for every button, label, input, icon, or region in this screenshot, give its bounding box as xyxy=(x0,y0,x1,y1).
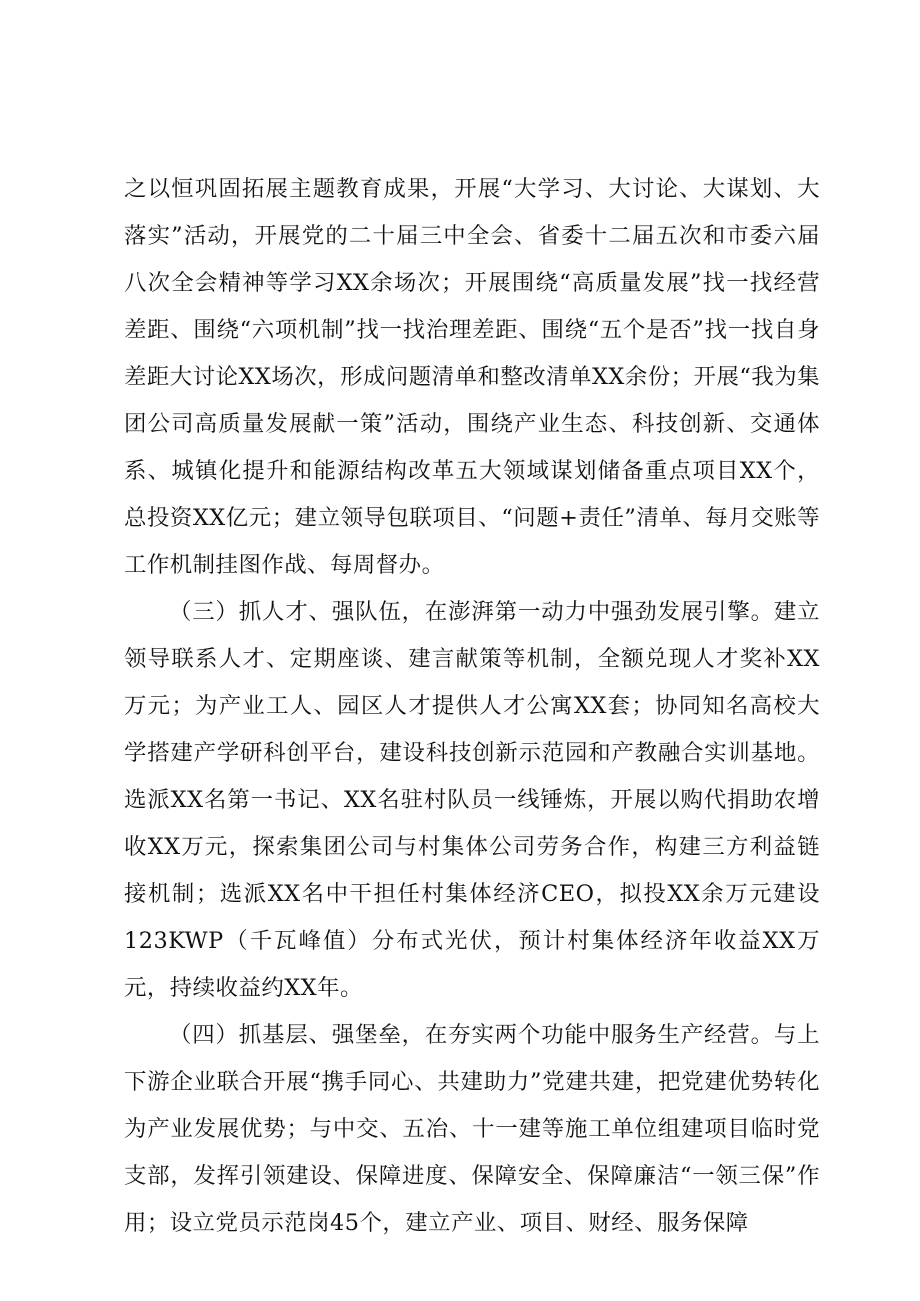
paragraph-section-4: （四）抓基层、强堡垒，在夯实两个功能中服务生产经营。与上下游企业联合开展“携手同心、共建助力”党建共建，把党建优势转化为产业发展优势；与中交、五冶、十一建等施工单位组建项目临时党支部，发挥引领建设、保障进度、保障安全、保障廉洁“一领三保”作用；设立党员示范岗45个，建立产业、项目、财经、服务保障 xyxy=(124,1022,820,1236)
document-body xyxy=(124,166,820,1247)
paragraph-section-3: （三）抓人才、强队伍，在澎湃第一动力中强劲发展引擎。建立领导联系人才、定期座谈、建言献策等机制，全额兑现人才奖补XX万元；为产业工人、园区人才提供人才公寓XX套；协同知名高校大学搭建产学研科创平台，建设科技创新示范园和产教融合实训基地。选派XX名第一书记、XX名驻村队员一线锤炼，开展以购代捐助农增收XX万元，探索集团公司与村集体公司劳务合作，构建三方利益链接机制；选派XX名中干担任村集体经济CEO，拟投XX余万元建设123KWP（千瓦峰值）分布式光伏，预计村集体经济年收益XX万元，持续收益约XX年。 xyxy=(124,599,820,1001)
paragraph-continuation: 之以恒巩固拓展主题教育成果，开展“大学习、大讨论、大谋划、大落实”活动，开展党的二十届三中全会、省委十二届五次和市委六届八次全会精神等学习XX余场次；开展围绕“高质量发展”找一找经营差距、围绕“六项机制”找一找治理差距、围绕“五个是否”找一找自身差距大讨论XX场次，形成问题清单和整改清单XX余份；开展“我为集团公司高质量发展献一策”活动，围绕产业生态、科技创新、交通体系、城镇化提升和能源结构改革五大领域谋划储备重点项目XX个，总投资XX亿元；建立领导包联项目、“问题+责任”清单、每月交账等工作机制挂图作战、每周督办。 xyxy=(124,176,820,578)
